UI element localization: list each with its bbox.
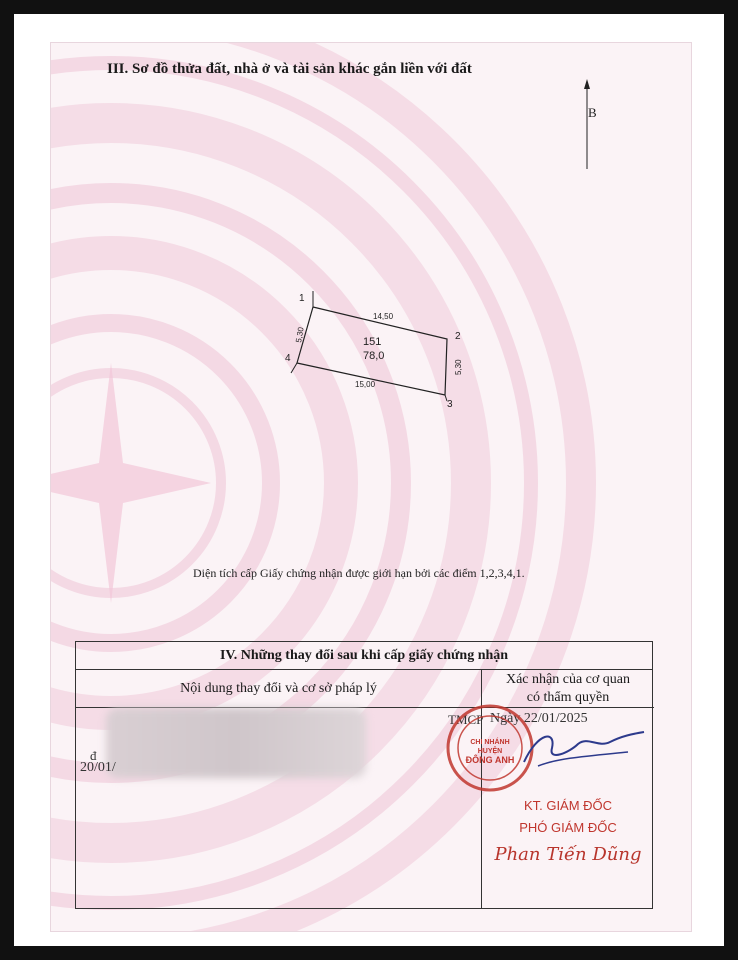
content-fragment-4: đ [90, 748, 97, 763]
svg-text:ĐÔNG ANH: ĐÔNG ANH [465, 755, 515, 765]
parcel-area: 78,0 [363, 350, 385, 362]
signer-role-1: KT. GIÁM ĐỐC [523, 798, 613, 813]
svg-text:CHI NHÁNH: CHI NHÁNH [470, 739, 510, 746]
point-1-label: 1 [299, 293, 305, 304]
change-content-cell [76, 708, 482, 908]
column-header-authority: Xác nhận của cơ quan có thẩm quyền [482, 670, 654, 708]
svg-text:HUYỆN: HUYỆN [477, 748, 503, 755]
edge-right-length: 5,30 [454, 359, 463, 375]
column-header-content: Nội dung thay đổi và cơ sở pháp lý [76, 670, 482, 708]
redacted-text [106, 708, 366, 778]
parcel-number: 151 [363, 336, 382, 348]
certificate-page [50, 42, 692, 932]
section-iv-title: IV. Những thay đổi sau khi cấp giấy chứng nhận [76, 642, 652, 670]
point-3-label: 3 [447, 399, 453, 410]
signer-name: Phan Tiến Dũng [494, 844, 642, 865]
parcel-caption: Diện tích cấp Giấy chứng nhận được giới hạn bởi các điểm 1,2,3,4,1. [193, 566, 525, 580]
north-arrow-icon [579, 79, 599, 169]
point-4-label: 4 [285, 353, 291, 364]
signature-icon [518, 722, 648, 772]
edge-left-length: 5,30 [294, 326, 306, 344]
edge-top-length: 14,50 [373, 312, 394, 321]
north-label: B [588, 105, 597, 120]
content-fragment-1: TMCP [448, 712, 484, 727]
point-2-label: 2 [455, 331, 461, 342]
section-iii-title: III. Sơ đồ thửa đất, nhà ở và tài sản khác gắn liền với đất [107, 61, 472, 77]
content-fragment-3: 20/01/ [80, 760, 116, 775]
confirmation-date: Ngày 22/01/2025 [490, 711, 588, 726]
parcel-diagram [271, 281, 481, 411]
changes-table [75, 641, 653, 909]
edge-bottom-length: 15,00 [355, 380, 376, 389]
signer-role-2: PHÓ GIÁM ĐỐC [519, 820, 617, 835]
